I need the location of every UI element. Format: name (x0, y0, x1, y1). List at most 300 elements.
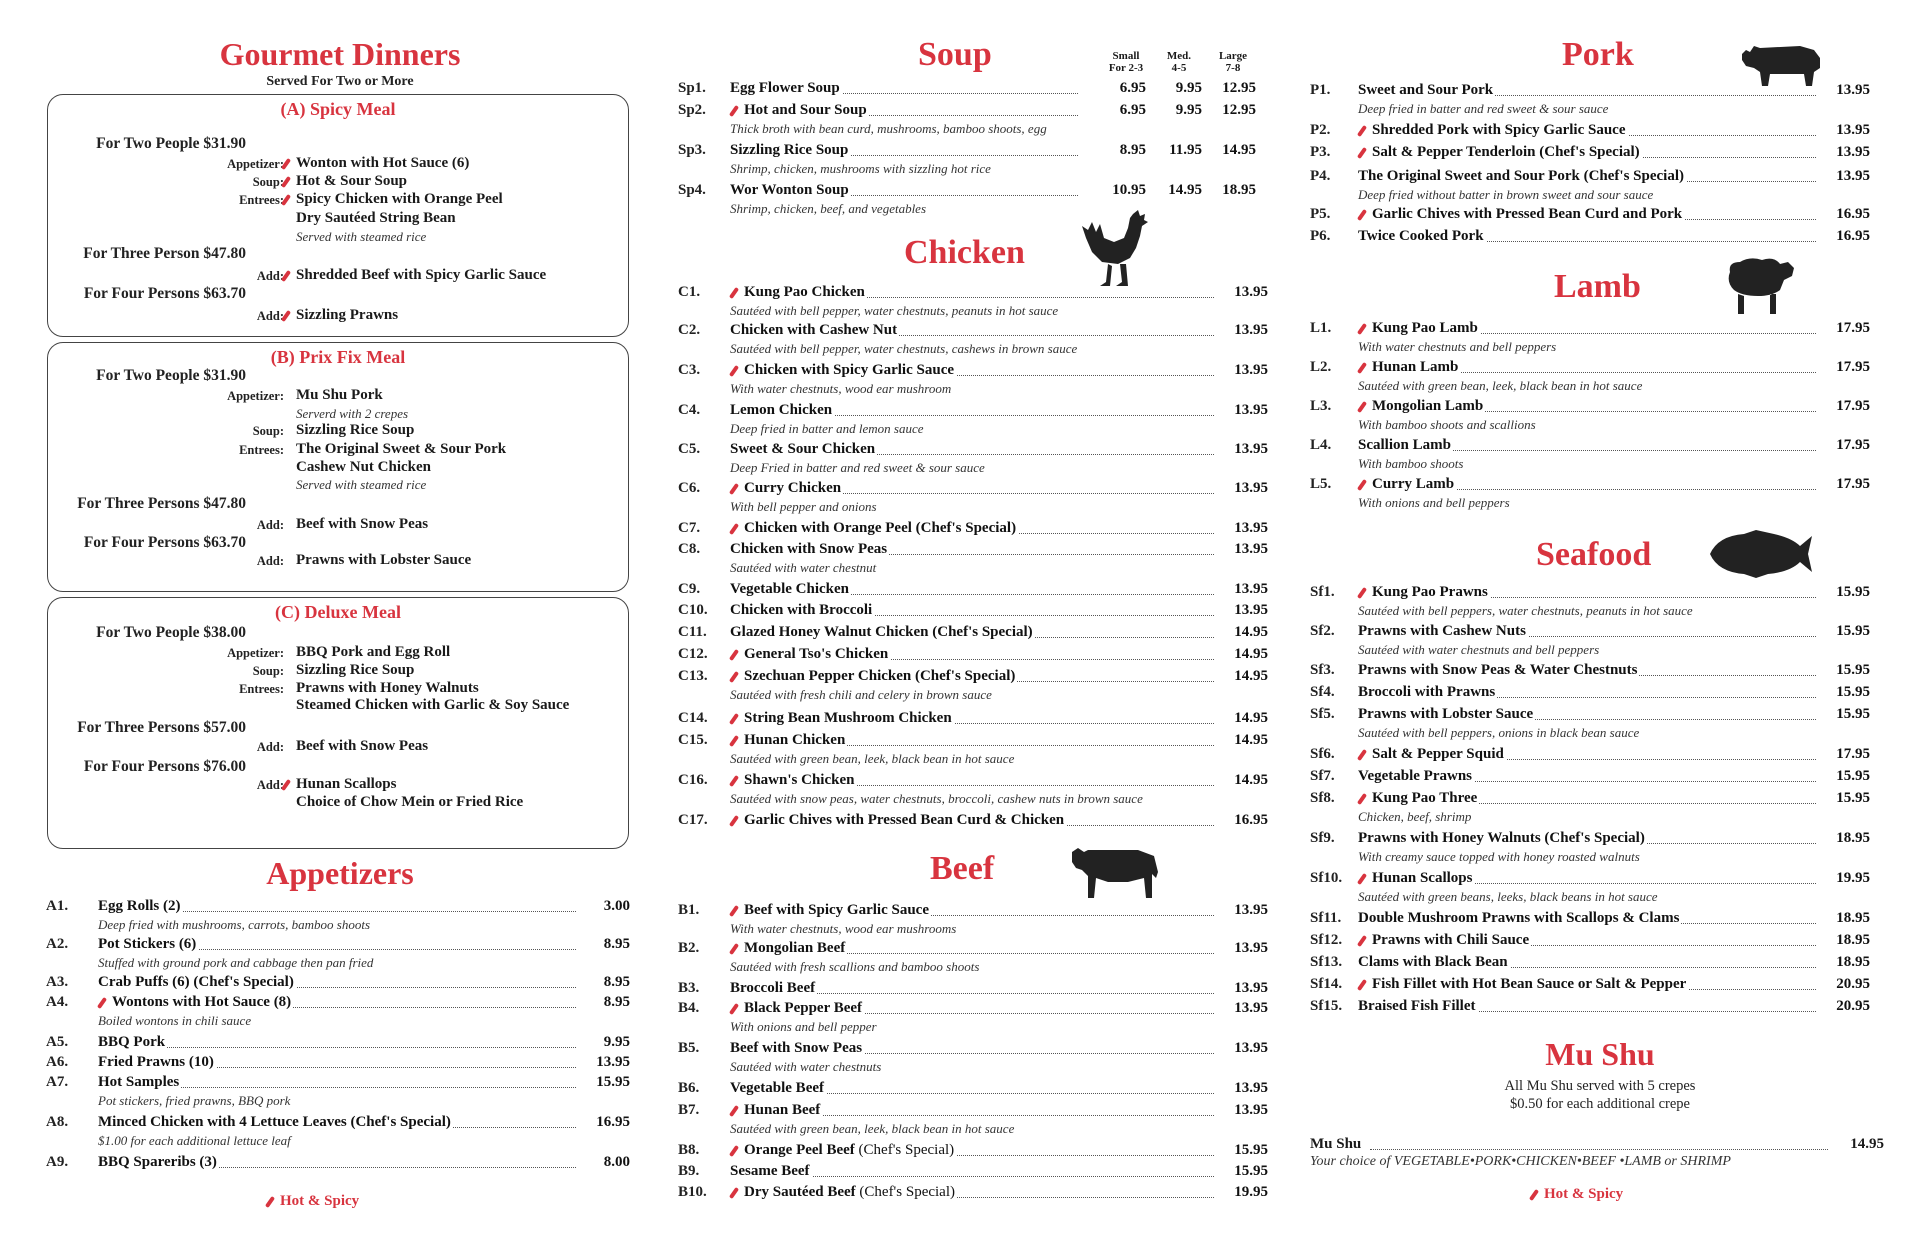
item-name (1358, 476, 1456, 493)
item-name (730, 940, 847, 957)
dinner-dish-name: Shredded Beef with Spicy Garlic Sauce (296, 267, 547, 283)
chili-pepper-icon (1358, 359, 1370, 373)
item-code: P5. (1310, 206, 1331, 222)
soup-item (678, 102, 1268, 136)
appetizer-item (46, 936, 630, 970)
dinner-box-title: (A) Spicy Meal (280, 99, 396, 119)
item-name (730, 668, 1017, 685)
item-name (98, 936, 198, 953)
item-description: Deep fried without batter in brown sweet and sour sauce (1358, 187, 1654, 202)
dinner-course-label: Add: (256, 778, 284, 792)
dinner-course-label: Soup: (252, 175, 284, 189)
item-name (730, 602, 874, 619)
item-code: B3. (678, 980, 700, 996)
dinner-box-title: (B) Prix Fix Meal (270, 347, 406, 367)
seafood-list (1310, 584, 1870, 1014)
item-name-text: Shawn's Chicken (744, 772, 855, 788)
item-name (1358, 932, 1531, 949)
dinner-dish-name: Sizzling Rice Soup (296, 422, 415, 438)
dinner-course-label: Add: (256, 554, 284, 568)
item-name-text: Prawns with Honey Walnuts (Chef's Special) (1358, 830, 1645, 846)
item-name-text: Kung Pao Prawns (1372, 584, 1488, 600)
item-code: P6. (1310, 228, 1331, 244)
item-code: A3. (46, 974, 69, 990)
item-price: 17.95 (1820, 476, 1870, 493)
dinner-dish-name: Mu Shu Pork (296, 387, 383, 403)
soup-item (678, 80, 1268, 100)
mushu-item (1310, 1136, 1884, 1156)
item-name (1358, 168, 1686, 185)
chicken-item (678, 646, 1268, 666)
item-name-text: Sesame Beef (730, 1163, 810, 1179)
item-code: A5. (46, 1034, 69, 1050)
chili-pepper-icon (282, 191, 294, 205)
item-name (730, 1040, 864, 1057)
size-header-line: For 2-3 (1108, 62, 1144, 74)
item-code: P2. (1310, 122, 1331, 138)
chili-pepper-icon (1530, 1186, 1542, 1200)
item-code: Sf8. (1310, 790, 1335, 806)
item-code: Sf3. (1310, 662, 1335, 678)
item-name (730, 142, 850, 159)
item-name-text: Chicken with Spicy Garlic Sauce (744, 362, 955, 378)
item-name (1358, 144, 1642, 161)
item-name (730, 80, 842, 97)
dinner-dish (296, 794, 523, 811)
chili-pepper-icon (98, 994, 110, 1008)
beef-item (678, 1080, 1268, 1100)
leader-dots (118, 1087, 576, 1088)
item-description: Pot stickers, fried prawns, BBQ pork (98, 1093, 291, 1108)
chili-pepper-icon (730, 1000, 742, 1014)
item-code: C12. (678, 646, 708, 662)
beef-item (678, 980, 1268, 1000)
item-name (730, 284, 867, 301)
dinner-dish (282, 267, 546, 284)
item-price: 13.95 (1218, 362, 1268, 379)
item-name (730, 182, 851, 199)
item-price: 20.95 (1820, 998, 1870, 1015)
item-price: 15.95 (1820, 584, 1870, 601)
item-price: 13.95 (1218, 1040, 1268, 1057)
item-name (730, 362, 956, 379)
item-code: L4. (1310, 437, 1332, 453)
item-name-text: Prawns with Lobster Sauce (1358, 706, 1534, 722)
chili-pepper-icon (282, 776, 294, 790)
size-header-large (1206, 50, 1260, 74)
item-name-text: Chicken with Snow Peas (730, 541, 888, 557)
item-name (730, 520, 1018, 537)
item-price: 15.95 (1820, 706, 1870, 723)
item-code: B4. (678, 1000, 700, 1016)
dinner-price-line: For Three Persons $57.00 (77, 719, 246, 736)
dinner-price-line: For Three Person $47.80 (83, 245, 246, 262)
dinner-price-line: For Three Persons $47.80 (77, 495, 246, 512)
chicken-title: Chicken (904, 234, 1025, 271)
item-name-text: Sweet and Sour Pork (1358, 82, 1494, 98)
chili-pepper-icon (282, 307, 294, 321)
seafood-item (1310, 998, 1870, 1018)
item-name-text: Shredded Pork with Spicy Garlic Sauce (1372, 122, 1626, 138)
item-code: P4. (1310, 168, 1331, 184)
item-code: Sf7. (1310, 768, 1335, 784)
item-description: Sautéed with bell pepper, water chestnuts, peanuts in hot sauce (730, 303, 1059, 318)
chicken-item (678, 541, 1268, 575)
item-price: 6.95 (1098, 80, 1146, 97)
seafood-item (1310, 623, 1870, 657)
chicken-item (678, 581, 1268, 601)
item-name (1358, 790, 1479, 807)
item-price: 8.95 (580, 994, 630, 1011)
item-code: C9. (678, 581, 701, 597)
seafood-item (1310, 932, 1870, 952)
item-name-text: Prawns with Cashew Nuts (1358, 623, 1526, 639)
item-name (730, 1102, 822, 1119)
item-description: Sautéed with bell pepper, water chestnuts, cashews in brown sauce (730, 341, 1078, 356)
item-name-text: Kung Pao Three (1372, 790, 1478, 806)
chicken-item (678, 602, 1268, 622)
item-description: Sautéed with green bean, leek, black bean in hot sauce (730, 751, 1015, 766)
size-header-line: Med. (1166, 50, 1192, 62)
item-code: L5. (1310, 476, 1332, 492)
item-price: 13.95 (1218, 1000, 1268, 1017)
dinner-dish (296, 210, 456, 227)
item-name-text: Broccoli Beef (730, 980, 816, 996)
item-name (730, 581, 851, 598)
pork-title: Pork (1562, 36, 1634, 73)
item-description: With water chestnuts and bell peppers (1358, 339, 1557, 354)
dinner-dish (282, 307, 398, 324)
dinner-dish (296, 422, 414, 439)
item-price: 8.95 (580, 936, 630, 953)
appetizer-item (46, 974, 630, 994)
item-name-text: Crab Puffs (6) (Chef's Special) (98, 974, 294, 990)
chili-pepper-icon (1358, 932, 1370, 946)
item-name-text: Hot and Sour Soup (744, 102, 867, 118)
mushu-choice: Your choice of VEGETABLE•PORK•CHICKEN•BEEF •LAMB or SHRIMP (1310, 1154, 1731, 1169)
item-name (98, 1154, 219, 1171)
seafood-item (1310, 746, 1870, 766)
item-price: 14.95 (1218, 772, 1268, 789)
item-name-text: Kung Pao Chicken (744, 284, 865, 300)
item-name-text: Clams with Black Bean (1358, 954, 1508, 970)
item-code: C7. (678, 520, 701, 536)
item-code: B8. (678, 1142, 700, 1158)
item-code: C10. (678, 602, 708, 618)
leader-dots (750, 1176, 1214, 1177)
item-description: Sautéed with water chestnut (730, 560, 877, 575)
item-price: 11.95 (1154, 142, 1202, 159)
item-code: Sf5. (1310, 706, 1335, 722)
item-name (730, 812, 1066, 829)
chicken-item (678, 441, 1268, 475)
dinner-dish-name: Prawns with Honey Walnuts (296, 680, 479, 696)
pork-item (1310, 144, 1870, 164)
item-code: Sf14. (1310, 976, 1343, 992)
item-price: 13.95 (1820, 122, 1870, 139)
item-name (98, 1054, 216, 1071)
item-name (730, 1184, 957, 1201)
appetizers-list (46, 898, 630, 1178)
item-code: C16. (678, 772, 708, 788)
beef-item (678, 940, 1268, 974)
item-name-text: Garlic Chives with Pressed Bean Curd & Chicken (744, 812, 1065, 828)
item-name (1358, 398, 1485, 415)
item-code: Sf1. (1310, 584, 1335, 600)
item-price: 13.95 (1218, 402, 1268, 419)
item-name (98, 974, 296, 991)
item-description: Deep Fried in batter and red sweet & sour sauce (730, 460, 985, 475)
leader-dots (1370, 1149, 1828, 1150)
chili-pepper-icon (730, 646, 742, 660)
chicken-item (678, 520, 1268, 540)
item-price: 13.95 (580, 1054, 630, 1071)
pork-item (1310, 82, 1870, 116)
item-name-text: Beef with Snow Peas (730, 1040, 863, 1056)
item-name-text: Salt & Pepper Tenderloin (Chef's Special) (1372, 144, 1640, 160)
item-name-text: Chicken with Cashew Nut (730, 322, 898, 338)
chili-pepper-icon (1358, 476, 1370, 490)
chili-pepper-icon (730, 902, 742, 916)
hot-spicy-legend (266, 1193, 359, 1210)
chili-pepper-icon (282, 155, 294, 169)
chili-pepper-icon (282, 267, 294, 281)
item-name-text: Wor Wonton Soup (730, 182, 849, 198)
item-name-text: Sweet & Sour Chicken (730, 441, 876, 457)
dinner-note: Served with steamed rice (296, 229, 427, 244)
item-code: C8. (678, 541, 701, 557)
item-name-text: Scallion Lamb (1358, 437, 1451, 453)
item-code: C15. (678, 732, 708, 748)
item-description: Deep fried in batter and lemon sauce (730, 421, 924, 436)
item-name-text: Hunan Beef (744, 1102, 821, 1118)
item-name-text: BBQ Spareribs (3) (98, 1154, 217, 1170)
chili-pepper-icon (730, 1142, 742, 1156)
item-code: Sf9. (1310, 830, 1335, 846)
item-description: Shrimp, chicken, beef, and vegetables (730, 201, 927, 216)
item-price: 9.95 (580, 1034, 630, 1051)
item-name (1358, 359, 1460, 376)
mushu-note-additional: $0.50 for each additional crepe (1510, 1096, 1690, 1112)
item-code: B1. (678, 902, 700, 918)
dinner-price-line: For Two People $38.00 (96, 624, 246, 641)
item-description: Boiled wontons in chili sauce (98, 1013, 252, 1028)
pork-item (1310, 168, 1870, 202)
chili-pepper-icon (730, 668, 742, 682)
mushu-note-crepes: All Mu Shu served with 5 crepes (1504, 1078, 1696, 1094)
lamb-title: Lamb (1554, 268, 1641, 305)
item-price: 13.95 (1218, 541, 1268, 558)
item-name-text: Broccoli with Prawns (1358, 684, 1496, 700)
lamb-list (1310, 320, 1870, 520)
item-code: C3. (678, 362, 701, 378)
pork-item (1310, 228, 1870, 248)
chili-pepper-icon (730, 940, 742, 954)
dinner-dish-name: Beef with Snow Peas (296, 516, 429, 532)
item-description: $1.00 for each additional lettuce leaf (98, 1133, 291, 1148)
hot-spicy-legend (1530, 1186, 1623, 1203)
item-name-text: Chicken with Orange Peel (Chef's Special) (744, 520, 1017, 536)
dinner-course-label: Appetizer: (227, 389, 284, 403)
item-code: A1. (46, 898, 69, 914)
item-price: 6.95 (1098, 102, 1146, 119)
dinner-note: Serverd with 2 crepes (296, 406, 409, 421)
cow-icon (1068, 842, 1168, 902)
item-price: 14.95 (1208, 142, 1256, 159)
item-price: 20.95 (1820, 976, 1870, 993)
chili-pepper-icon (282, 173, 294, 187)
item-name (1358, 206, 1684, 223)
size-header-line: 4-5 (1171, 62, 1187, 74)
item-description: Sautéed with water chestnuts and bell peppers (1358, 642, 1600, 657)
seafood-item (1310, 584, 1870, 618)
item-price: 16.95 (1820, 206, 1870, 223)
item-price: 15.95 (1820, 623, 1870, 640)
item-description: Deep fried with mushrooms, carrots, bamboo shoots (98, 917, 371, 932)
pork-list (1310, 82, 1870, 252)
item-code: Sp2. (678, 102, 706, 118)
item-price: 8.00 (580, 1154, 630, 1171)
item-code: Sp1. (678, 80, 706, 96)
item-code: B5. (678, 1040, 700, 1056)
item-code: Sf13. (1310, 954, 1343, 970)
chili-pepper-icon (730, 732, 742, 746)
dinner-course-label: Soup: (252, 664, 284, 678)
item-name (1358, 910, 1681, 927)
item-price: 15.95 (1820, 662, 1870, 679)
item-name (730, 322, 899, 339)
dinner-dish-name: BBQ Pork and Egg Roll (296, 644, 451, 660)
lamb-item (1310, 476, 1870, 510)
item-price: 17.95 (1820, 320, 1870, 337)
dinner-dish-name: Choice of Chow Mein or Fried Rice (296, 794, 524, 810)
item-name-text: Salt & Pepper Squid (1372, 746, 1504, 762)
lamb-item (1310, 398, 1870, 432)
item-price: 18.95 (1820, 830, 1870, 847)
dinner-box-spicy-meal (47, 94, 629, 337)
fish-icon (1704, 528, 1814, 580)
item-name (1358, 954, 1510, 971)
chicken-item (678, 362, 1268, 396)
item-price: 13.95 (1218, 284, 1268, 301)
legend-label: Hot & Spicy (280, 1193, 360, 1209)
item-name-text: BBQ Pork (98, 1034, 166, 1050)
chili-pepper-icon (1358, 790, 1370, 804)
mushu-title: Mu Shu (1545, 1036, 1655, 1072)
chili-pepper-icon (730, 102, 742, 116)
item-name-text: Curry Lamb (1372, 476, 1455, 492)
item-description: With onions and bell peppers (1358, 495, 1510, 510)
item-price: 19.95 (1218, 1184, 1268, 1201)
item-name-text: The Original Sweet and Sour Pork (Chef's Special) (1358, 168, 1684, 184)
item-name-text: Braised Fish Fillet (1358, 998, 1476, 1014)
dinner-box-deluxe-meal (47, 597, 629, 849)
dinner-course-label: Entrees: (239, 193, 284, 207)
item-name (98, 1114, 453, 1131)
item-name-text: Vegetable Beef (730, 1080, 824, 1096)
beef-item (678, 1142, 1268, 1162)
dinner-course-label: Add: (256, 518, 284, 532)
seafood-item (1310, 830, 1870, 864)
chili-pepper-icon (1358, 320, 1370, 334)
chicken-item (678, 402, 1268, 436)
dinner-dish (296, 552, 471, 569)
chili-pepper-icon (730, 710, 742, 724)
chili-pepper-icon (1358, 976, 1370, 990)
dinner-dish-name: Sizzling Rice Soup (296, 662, 415, 678)
dinner-course-label: Add: (256, 309, 284, 323)
item-code: B2. (678, 940, 700, 956)
item-code: L1. (1310, 320, 1332, 336)
item-name (98, 994, 293, 1011)
item-price: 8.95 (580, 974, 630, 991)
beef-item (678, 1040, 1268, 1074)
appetizer-item (46, 994, 630, 1028)
appetizer-item (46, 1034, 630, 1054)
item-name-text: Vegetable Chicken (730, 581, 850, 597)
item-code: C11. (678, 624, 707, 640)
item-code: C1. (678, 284, 701, 300)
dinner-box-title: (C) Deluxe Meal (275, 602, 401, 622)
item-name-text: Mongolian Beef (744, 940, 846, 956)
item-name-text: Twice Cooked Pork (1358, 228, 1484, 244)
item-price: 14.95 (1218, 646, 1268, 663)
item-price: 10.95 (1098, 182, 1146, 199)
item-price: 16.95 (580, 1114, 630, 1131)
item-name (1358, 228, 1486, 245)
item-description: Sautéed with snow peas, water chestnuts, broccoli, cashew nuts in brown sauce (730, 791, 1143, 806)
item-price: 13.95 (1218, 441, 1268, 458)
chili-pepper-icon (730, 1184, 742, 1198)
item-name (730, 541, 889, 558)
appetizers-title: Appetizers (266, 855, 414, 891)
item-name-text: Egg Rolls (2) (98, 898, 181, 914)
item-name-text: Hunan Chicken (744, 732, 846, 748)
item-description: Sautéed with fresh chili and celery in brown sauce (730, 687, 992, 702)
item-name-text: Minced Chicken with 4 Lettuce Leaves (Chef's Special) (98, 1114, 451, 1130)
dinner-course-label: Soup: (252, 424, 284, 438)
seafood-item (1310, 662, 1870, 682)
item-price: 13.95 (1218, 1102, 1268, 1119)
chicken-list (678, 284, 1268, 834)
dinner-note: Served with steamed rice (296, 477, 427, 492)
item-name-text: Vegetable Prawns (1358, 768, 1473, 784)
leader-dots (750, 993, 1214, 994)
item-price: 13.95 (1820, 82, 1870, 99)
item-name (730, 624, 1035, 641)
appetizer-item (46, 1054, 630, 1074)
item-description: Sautéed with fresh scallions and bamboo shoots (730, 959, 980, 974)
item-name (1358, 998, 1478, 1015)
item-code: Sf10. (1310, 870, 1343, 886)
item-code: Sf2. (1310, 623, 1335, 639)
pork-item (1310, 122, 1870, 142)
item-name-text: Lemon Chicken (730, 402, 833, 418)
item-name (1358, 82, 1495, 99)
item-code: C14. (678, 710, 708, 726)
item-name (1358, 746, 1506, 763)
item-price: 13.95 (1820, 168, 1870, 185)
item-name-text: General Tso's Chicken (744, 646, 889, 662)
item-name (98, 1074, 181, 1091)
pork-item (1310, 206, 1870, 226)
dinner-dish (282, 191, 503, 208)
item-price: 16.95 (1820, 228, 1870, 245)
item-name-text: Hunan Lamb (1372, 359, 1459, 375)
dinner-price-line: For Four Persons $63.70 (83, 285, 246, 302)
item-description: Chicken, beef, shrimp (1358, 809, 1472, 824)
dinner-price-line: For Two People $31.90 (96, 135, 246, 152)
